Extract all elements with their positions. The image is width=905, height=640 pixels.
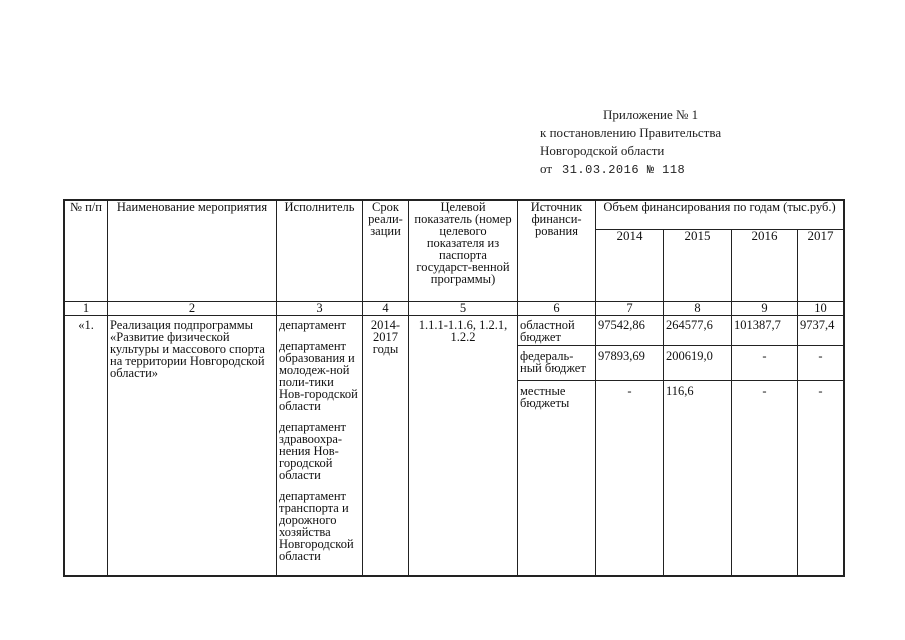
annex-date-value: 31.03.2016 № 118 xyxy=(562,163,686,177)
funding-value: 97893,69 xyxy=(596,346,664,381)
funding-value-filler xyxy=(798,415,844,576)
column-number: 6 xyxy=(518,302,596,316)
annex-title: Приложение № 1 xyxy=(603,107,699,122)
funding-source: местные бюджеты xyxy=(518,381,596,416)
funding-value: 264577,6 xyxy=(664,316,732,346)
table-header-row xyxy=(65,201,844,230)
row-name: Реализация подпрограммы «Развитие физической культуры и массового спорта на территории Новгородской области» xyxy=(108,316,277,576)
funding-value: 116,6 xyxy=(664,381,732,416)
annex-date-prefix: от xyxy=(540,161,553,176)
executor-item: департамент здравоохра-нения Нов-городской области xyxy=(279,420,347,482)
funding-value: - xyxy=(732,381,798,416)
column-number: 4 xyxy=(363,302,409,316)
column-number: 8 xyxy=(664,302,732,316)
header-funding-group: Объем финансирования по годам (тыс.руб.) xyxy=(596,201,844,230)
header-year: 2017 xyxy=(798,230,844,302)
header-name: Наименование мероприятия xyxy=(108,201,277,302)
funding-value-filler xyxy=(732,415,798,576)
funding-value: - xyxy=(798,381,844,416)
funding-source: областной бюджет xyxy=(518,316,596,346)
row-term: 2014-2017 годы xyxy=(363,316,409,576)
plan-table-frame xyxy=(63,199,845,577)
column-number: 7 xyxy=(596,302,664,316)
row-num: «1. xyxy=(65,316,108,576)
row-executors xyxy=(277,316,363,576)
header-executor: Исполнитель xyxy=(277,201,363,302)
table-row xyxy=(65,316,844,346)
funding-source: федераль-ный бюджет xyxy=(518,346,596,381)
header-year: 2015 xyxy=(664,230,732,302)
funding-value: - xyxy=(732,346,798,381)
funding-value-filler xyxy=(664,415,732,576)
column-number: 3 xyxy=(277,302,363,316)
executor-item: департамент образования и молодеж-ной поли-тики Нов-городской области xyxy=(279,339,358,413)
column-number: 2 xyxy=(108,302,277,316)
funding-source-filler xyxy=(518,415,596,576)
annex-header xyxy=(540,106,721,179)
row-target: 1.1.1-1.1.6, 1.2.1, 1.2.2 xyxy=(409,316,518,576)
funding-value: 200619,0 xyxy=(664,346,732,381)
header-num: № п/п xyxy=(65,201,108,302)
funding-value: - xyxy=(596,381,664,416)
header-term: Срок реали-зации xyxy=(363,201,409,302)
annex-date-row xyxy=(540,160,721,179)
executor-item: департамент xyxy=(279,318,347,332)
executor-item: департамент транспорта и дорожного хозяйства Новгородской области xyxy=(279,489,354,563)
column-number: 9 xyxy=(732,302,798,316)
annex-region-line: Новгородской области xyxy=(540,143,665,158)
funding-value: 97542,86 xyxy=(596,316,664,346)
column-number-row xyxy=(65,302,844,316)
column-number: 10 xyxy=(798,302,844,316)
funding-value: 101387,7 xyxy=(732,316,798,346)
header-year: 2016 xyxy=(732,230,798,302)
column-number: 5 xyxy=(409,302,518,316)
funding-value: - xyxy=(798,346,844,381)
plan-table xyxy=(64,200,844,576)
header-source: Источник финанси-рования xyxy=(518,201,596,302)
header-year: 2014 xyxy=(596,230,664,302)
funding-value: 9737,4 xyxy=(798,316,844,346)
header-target: Целевой показатель (номер целевого показателя из паспорта государст-венной программы) xyxy=(409,201,518,302)
annex-resolution-line: к постановлению Правительства xyxy=(540,125,722,140)
funding-value-filler xyxy=(596,415,664,576)
column-number: 1 xyxy=(65,302,108,316)
